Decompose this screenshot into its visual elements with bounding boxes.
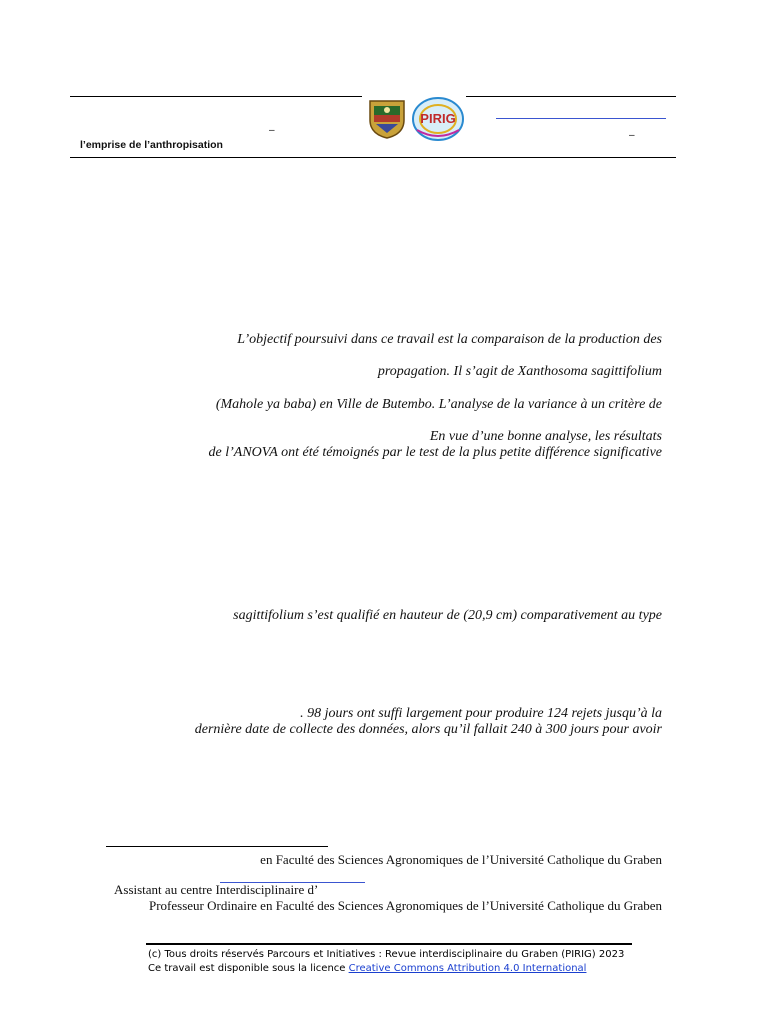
footnote-separator: [106, 846, 328, 847]
university-crest-logo: [366, 98, 408, 140]
footnote-2: Assistant au centre Interdisciplinaire d’: [114, 882, 319, 897]
abstract-line-4: En vue d’une bonne analyse, les résultats: [429, 429, 662, 444]
header-caption: l’emprise de l’anthropisation: [80, 139, 223, 151]
abstract-line-7: . 98 jours ont suffi largement pour produire 124 rejets jusqu’à la: [300, 706, 662, 721]
header-dash-left: –: [269, 125, 275, 136]
abstract-line-2: propagation. Il s’agit de Xanthosoma sagittifolium: [377, 364, 662, 379]
abstract-line-3: (Mahole ya baba) en Ville de Butembo. L’analyse de la variance à un critère de: [215, 397, 662, 412]
abstract-line-8: dernière date de collecte des données, alors qu’il fallait 240 à 300 jours pour avoir: [194, 722, 662, 737]
header-top-rule-left: [70, 96, 362, 97]
cc-license-link[interactable]: Creative Commons Attribution 4.0 International: [348, 963, 587, 974]
pirig-journal-logo: [411, 96, 465, 142]
footnote-1: en Faculté des Sciences Agronomiques de l’Université Catholique du Graben: [260, 852, 662, 867]
footnote-3: Professeur Ordinaire en Faculté des Sciences Agronomiques de l’Université Catholique du Graben: [149, 898, 662, 913]
abstract-line-5: de l’ANOVA ont été témoignés par le test de la plus petite différence significative: [208, 445, 662, 460]
footer-license: [148, 962, 586, 975]
abstract-line-1: L’objectif poursuivi dans ce travail est la comparaison de la production des: [237, 332, 662, 347]
header-link-underline[interactable]: [496, 118, 666, 119]
footer-license-prefix: Ce travail est disponible sous la licence: [148, 963, 349, 974]
abstract-line-6: sagittifolium s’est qualifié en hauteur de (20,9 cm) comparativement au type: [233, 608, 662, 623]
header-bottom-rule: [70, 157, 676, 158]
footer-rule: [146, 943, 632, 945]
header-dash-right: –: [629, 130, 635, 141]
footer-copyright: (c) Tous droits réservés Parcours et Initiatives : Revue interdisciplinaire du Graben (PIRIG) 2023: [148, 949, 625, 960]
svg-text:PIRIG: PIRIG: [420, 111, 456, 126]
header-top-rule-right: [466, 96, 676, 97]
